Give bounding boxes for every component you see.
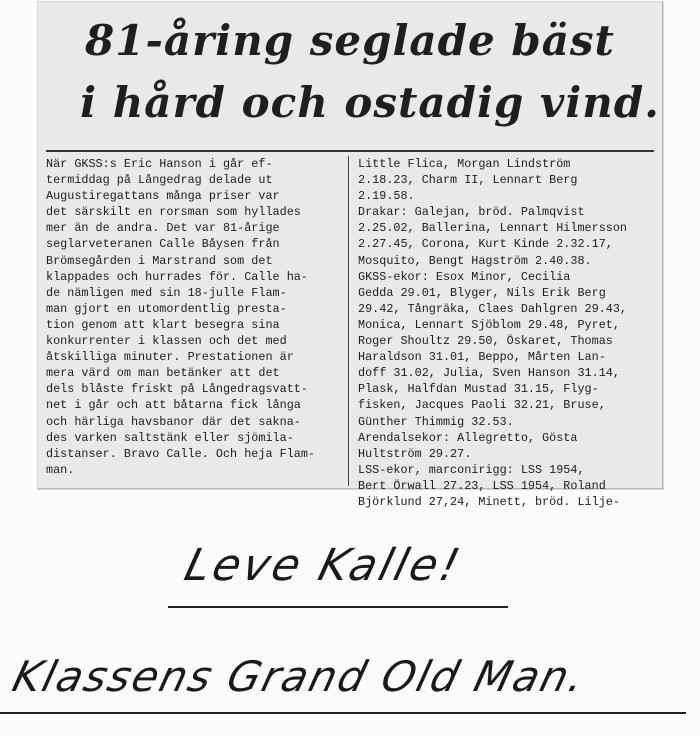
article-text-line: klappades och hurrades för. Calle ha- [46,269,308,284]
article-text-line: Brömsegården i Marstrand som det [46,253,273,268]
handwritten-underline-1 [168,606,508,608]
results-text-line: 2.25.02, Ballerina, Lennart Hilmersson [358,221,628,236]
article-text-line: net i går och att båtarna fick långa [46,398,301,413]
results-text-line: Bert Örwall 27.23, LSS 1954, Roland [358,478,606,493]
results-text-line: doff 31.02, Julia, Sven Hanson 31.14, [358,366,620,381]
article-text-line: mera värd om man betänker att det [46,366,280,381]
handwritten-note-2: Klassens Grand Old Man. [7,652,592,701]
article-text-line: åtskilliga minuter. Prestationen är [46,350,294,365]
results-text-line: Roger Shoultz 29.50, Öskaret, Thomas [358,334,613,349]
article-text-line: seglarveteranen Calle Båysen från [46,237,280,252]
headline-line-2: i hård och ostadig vind. [80,78,660,127]
article-text-line: man. [46,462,75,477]
article-text-line: och härliga havsbanor där det sakna- [46,414,301,429]
results-text-line: Drakar: Galejan, bröd. Palmqvist [358,205,585,220]
results-text-line: Günther Thimmig 32.53. [358,414,514,429]
article-text-line: mer än de andra. Det var 81-årige [46,221,280,236]
handwritten-underline-2 [0,712,686,714]
article-text-line: Augustiregattans många priser var [46,189,280,204]
article-text-line: des varken saltstänk eller sjömila- [46,430,294,445]
article-text-line: konkurrenter i klassen och det med [46,334,287,349]
results-text-line: 2.27.45, Corona, Kurt Kinde 2.32.17, [358,237,613,252]
article-text-line: man gjort en utomordentlig presta- [46,301,287,316]
headline-rule [46,150,654,152]
results-text-line: 29.42, Tångräka, Claes Dahlgren 29.43, [358,301,628,316]
article-text-line: distanser. Bravo Calle. Och heja Flam- [46,446,316,461]
article-text-line: termiddag på Långedrag delade ut [46,173,273,188]
article-column-left [46,156,342,478]
article-text-line: det särskilt en rorsman som hyllades [46,205,301,220]
results-text-line: LSS-ekor, marconirigg: LSS 1954, [358,462,585,477]
results-text-line: Haraldson 31.01, Beppo, Mårten Lan- [358,350,606,365]
headline [38,10,662,134]
handwritten-note-1: Leve Kalle! [179,540,468,591]
column-divider [348,156,349,486]
results-text-line: GKSS-ekor: Esox Minor, Cecilia [358,269,571,284]
results-text-line: Hultström 29.27. [358,446,472,461]
results-column-right [358,156,654,510]
results-text-line: 2.18.23, Charm II, Lennart Berg [358,173,578,188]
results-text-line: fisken, Jacques Paoli 32.21, Bruse, [358,398,606,413]
article-text-line: När GKSS:s Eric Hanson i går ef- [46,157,273,171]
article-text-line: dels blåste friskt på Långedragsvatt- [46,382,308,397]
results-text-line: Little Flica, Morgan Lindström [358,157,571,171]
newspaper-clipping [38,2,663,509]
results-text-line: Plask, Halfdan Mustad 31.15, Flyg- [358,382,599,397]
headline-line-1: 81-åring seglade bäst [85,16,615,65]
results-text-line: Monica, Lennart Sjöblom 29.48, Pyret, [358,317,620,332]
results-text-line: Björklund 27,24, Minett, bröd. Lilje- [358,494,620,509]
article-text-line: tion genom att klart besegra sina [46,317,280,332]
results-text-line: Mosquito, Bengt Hagström 2.40.38. [358,253,592,268]
results-text-line: Arendalsekor: Allegretto, Gösta [358,430,578,445]
results-text-line: Gedda 29.01, Blyger, Nils Erik Berg [358,285,606,300]
article-text-line: de nämligen med sin 18-julle Flam- [46,285,287,300]
results-text-line: 2.19.58. [358,189,415,204]
